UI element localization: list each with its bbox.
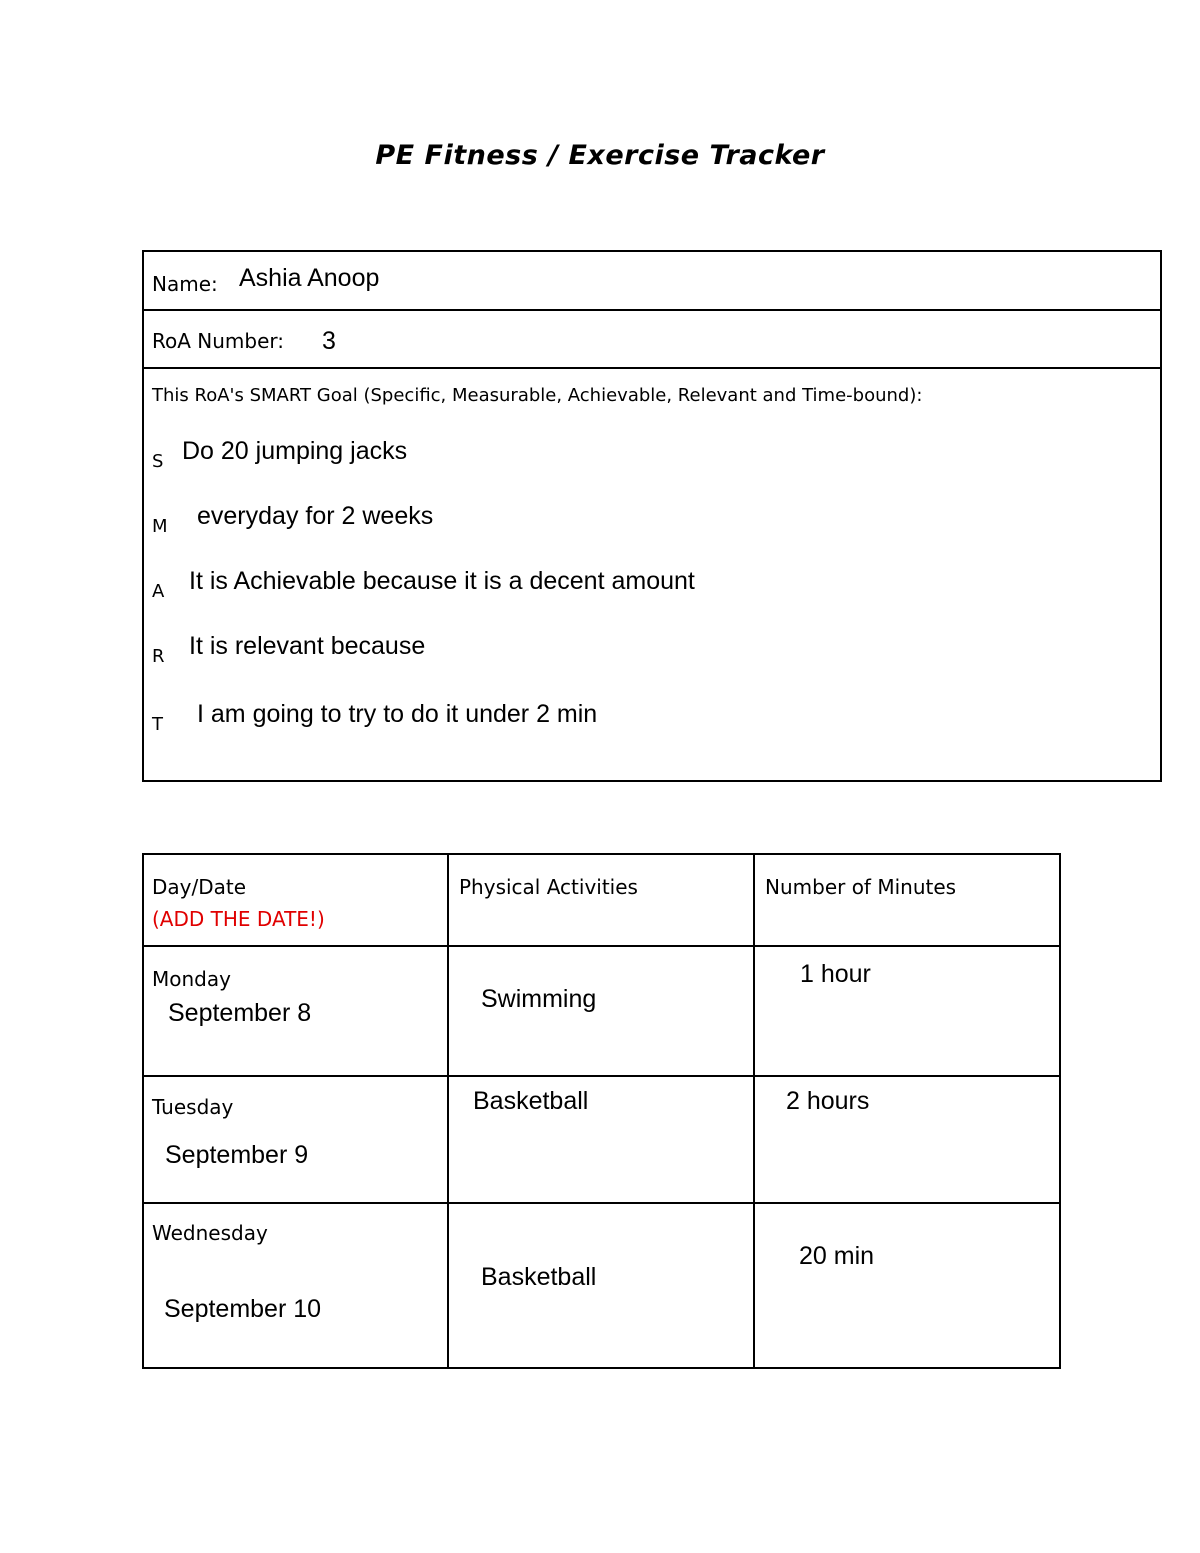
- smart-letter-t: T: [152, 714, 163, 735]
- roa-value[interactable]: 3: [322, 327, 336, 355]
- smart-measurable-line: [144, 502, 1160, 542]
- row-minutes[interactable]: 2 hours: [786, 1087, 870, 1115]
- name-label: Name:: [152, 272, 218, 296]
- smart-letter-a: A: [152, 581, 165, 602]
- smart-letter-m: M: [152, 516, 168, 537]
- header-day-note: (ADD THE DATE!): [152, 907, 325, 931]
- smart-timebound-line: [144, 700, 1160, 740]
- smart-timebound-text[interactable]: I am going to try to do it under 2 min: [197, 700, 598, 728]
- smart-specific-line: [144, 437, 1160, 477]
- info-box: [142, 250, 1162, 782]
- row-minutes[interactable]: 20 min: [799, 1242, 875, 1270]
- header-day-date: Day/Date: [152, 875, 247, 899]
- row-minutes[interactable]: 1 hour: [800, 960, 871, 988]
- smart-goal-heading: This RoA's SMART Goal (Specific, Measurable, Achievable, Relevant and Time-bound):: [152, 385, 923, 406]
- row-divider: [144, 945, 1059, 947]
- smart-achievable-text[interactable]: It is Achievable because it is a decent amount: [189, 567, 695, 595]
- column-divider: [447, 855, 449, 1367]
- row-divider: [144, 1075, 1059, 1077]
- header-physical-activities: Physical Activities: [459, 875, 638, 899]
- name-row: [144, 252, 1160, 311]
- row-activity[interactable]: Swimming: [481, 985, 597, 1013]
- smart-goal-section: [144, 369, 1160, 780]
- smart-relevant-text[interactable]: It is relevant because: [189, 632, 426, 660]
- exercise-tracker-table: [142, 853, 1061, 1369]
- row-day: Tuesday: [152, 1095, 234, 1119]
- smart-measurable-text[interactable]: everyday for 2 weeks: [197, 502, 434, 530]
- smart-letter-s: S: [152, 451, 164, 472]
- page-title: PE Fitness / Exercise Tracker: [375, 140, 825, 171]
- roa-label: RoA Number:: [152, 329, 285, 353]
- smart-relevant-line: [144, 632, 1160, 672]
- smart-specific-text[interactable]: Do 20 jumping jacks: [182, 437, 408, 465]
- row-date[interactable]: September 9: [165, 1141, 309, 1169]
- smart-letter-r: R: [152, 646, 165, 667]
- row-day: Monday: [152, 967, 231, 991]
- column-divider: [753, 855, 755, 1367]
- name-value[interactable]: Ashia Anoop: [239, 264, 380, 292]
- row-activity[interactable]: Basketball: [473, 1087, 589, 1115]
- row-date[interactable]: September 10: [164, 1295, 322, 1323]
- row-divider: [144, 1202, 1059, 1204]
- header-number-of-minutes: Number of Minutes: [765, 875, 957, 899]
- row-date[interactable]: September 8: [168, 999, 312, 1027]
- roa-row: [144, 311, 1160, 369]
- smart-achievable-line: [144, 567, 1160, 607]
- row-day: Wednesday: [152, 1221, 268, 1245]
- row-activity[interactable]: Basketball: [481, 1263, 597, 1291]
